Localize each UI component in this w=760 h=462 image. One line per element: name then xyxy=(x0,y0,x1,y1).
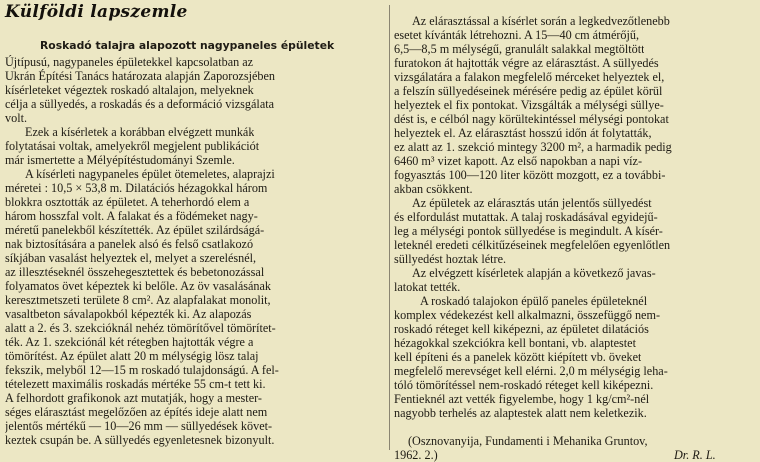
text-line: blokkra osztották az épületet. A teherhordó elem a xyxy=(5,195,250,209)
text-line: Ukrán Építési Tanács határozata alapján Zaporozsjében xyxy=(5,69,275,83)
text-line: három hosszfal volt. A falakat és a födémeket nagy- xyxy=(5,209,258,223)
text-line: Újtípusú, nagypaneles épületekkel kapcsolatban az xyxy=(5,55,254,69)
text-line: nak biztosítására a panelek alsó és felső csatlakozó xyxy=(5,237,254,251)
text-line: folytatásai voltak, amelyekről megjelent publikációt xyxy=(5,139,260,153)
author-signature: Dr. R. L. xyxy=(674,448,716,462)
text-line: A kísérleti nagypaneles épület ötemeletes, alaprajzi xyxy=(25,167,275,181)
text-line: méretű panelekből készítették. Az épület szilárdságá- xyxy=(5,223,265,237)
text-line: esetet kívánták létrehozni. A 15—40 cm átmérőjű, xyxy=(394,28,640,42)
text-line: ték. Az 1. szekciónál két rétegben hajtották végre a xyxy=(5,335,254,349)
text-line: helyeztek el. Az elárasztást hosszú időn át folytatták, xyxy=(394,126,652,140)
text-line: A felhordott grafikonok azt mutatják, hogy a mester- xyxy=(5,391,262,405)
text-line: jelentős mértékű — 10—26 mm — süllyedések követ- xyxy=(5,419,273,433)
text-line: tételezett maximális roskadás mértéke 55 cm-t tett ki. xyxy=(5,377,266,391)
text-line: Ezek a kísérletek a korábban elvégzett munkák xyxy=(25,125,255,139)
text-line: furatokon át hajtották végre az elárasztást. A süllyedés xyxy=(394,56,659,70)
text-line: latokat tették. xyxy=(394,280,461,294)
text-line: síkjában vasalást helyeztek el, melyet a szerelésnél, xyxy=(5,251,257,265)
text-line: Fentieknél azt vették figyelembe, hogy 1 kg/cm²-nél xyxy=(394,392,650,406)
text-line: a felszín süllyedéseinek mérésére pedig az épület körül xyxy=(394,84,663,98)
section-heading: Külföldi lapszemle xyxy=(5,2,188,22)
text-line: Az elvégzett kísérletek alapján a következő javas- xyxy=(412,266,656,280)
text-line: ez alatt az 1. szekció mintegy 3200 m², a harmadik pedig xyxy=(394,140,672,154)
text-line: kísérleteket végeztek roskadó altalajon, melyeknek xyxy=(5,83,254,97)
text-line: dést is, e célból nagy körültekintéssel mélységi pontokat xyxy=(394,112,669,126)
text-line: 6,5—8,5 m mélységű, granulált salakkal megtöltött xyxy=(394,42,645,56)
text-line: Az elárasztással a kísérlet során a legkedvezőtlenebb xyxy=(412,14,670,28)
text-line: nagyobb terhelés az alaptestek alatt nem keletkezik. xyxy=(394,406,647,420)
article-title: Roskadó talajra alapozott nagypaneles épületek xyxy=(40,39,335,52)
text-line: A roskadó talajokon épülő paneles épületeknél xyxy=(420,294,648,308)
text-line: az illesztéseknél összehegesztettek és bebetonozással xyxy=(5,265,265,279)
text-line: leteknél eredeti célkitűzéseinek megfelelően egyenlőtlen xyxy=(394,238,671,252)
text-line: tömörítést. Az épület alatt 20 m mélységig lösz talaj xyxy=(5,349,259,363)
text-line: célja a süllyedés, a roskadás és a deformáció vizsgálata xyxy=(5,97,275,111)
text-line: roskadó réteget kell kiképezni, az épületet dilatációs xyxy=(394,322,649,336)
text-line: vizsgálatára a falakon megfelelő mérceket helyeztek el, xyxy=(394,70,665,84)
text-line: süllyedést hoztak létre. xyxy=(394,252,507,266)
text-line: 1962. 2.) xyxy=(394,448,438,462)
text-line: leg a mélységi pontok süllyedése is megindult. A kísér- xyxy=(394,224,663,238)
text-line: keresztmetszeti területe 8 cm². Az alapfalakat monolit, xyxy=(5,293,271,307)
text-line: fogyasztás 100—120 liter között mozgott, ez a további- xyxy=(394,168,666,182)
text-line: tóló tömörítéssel nem-roskadó réteget kell kiképezni. xyxy=(394,378,654,392)
text-line: 6460 m³ vizet kapott. Az első napokban a napi víz- xyxy=(394,154,643,168)
column-divider xyxy=(389,5,390,450)
text-line: már ismertette a Mélyépítéstudományi Szemle. xyxy=(5,153,235,167)
text-line: akban csökkent. xyxy=(394,182,473,196)
text-line: helyeztek el fix pontokat. Vizsgálták a mélységi süllye- xyxy=(394,98,664,112)
text-line: megfelelő merevséget kell elérni. 2,0 m mélységig leha- xyxy=(394,364,668,378)
text-line: keztek csupán be. A süllyedés egyenletesnek bizonyult. xyxy=(5,433,275,447)
text-line: vasaltbeton sávalapokból képezték ki. Az alapozás xyxy=(5,307,252,321)
text-line: séges elárasztást megelőzően az építés ideje alatt nem xyxy=(5,405,268,419)
text-line: hézagokkal szekciókra kell bontani, vb. alaptestet xyxy=(394,336,636,350)
text-line: fekszik, melyből 12—15 m roskadó tulajdonságú. A fel- xyxy=(5,363,279,377)
text-line: kell építeni és a panelek között kiépített vb. öveket xyxy=(394,350,642,364)
text-line: komplex védekezést kell alkalmazni, összefüggő nem- xyxy=(394,308,661,322)
text-line: alatt a 2. és 3. szekcióknál nehéz tömörítővel tömörítet- xyxy=(5,321,276,335)
text-line: Az épületek az elárasztás után jelentős süllyedést xyxy=(412,196,652,210)
text-line: folyamatos övet képeztek ki belőle. Az öv vasalásának xyxy=(5,279,271,293)
text-line: volt. xyxy=(5,111,28,125)
text-line: méretei : 10,5 × 53,8 m. Dilatációs hézagokkal három xyxy=(5,181,268,195)
text-line: (Osznovanyija, Fundamenti i Mehanika Gruntov, xyxy=(408,434,648,448)
text-line: és elfordulást mutattak. A talaj roskadásával egyidejű- xyxy=(394,210,658,224)
